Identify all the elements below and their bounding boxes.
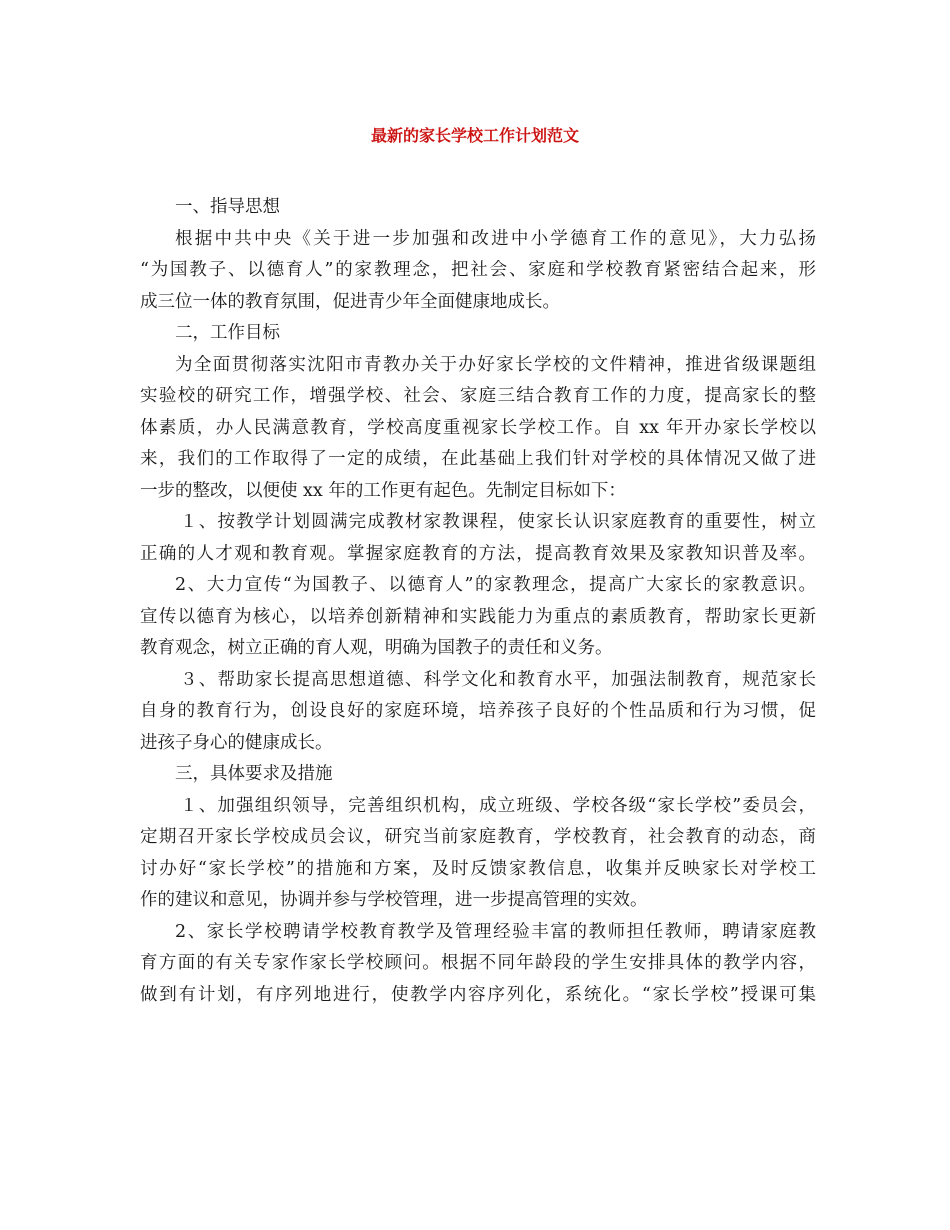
paragraph-line: 来，我们的工作取得了一定的成绩，在此基础上我们针对学校的具体情况又做了进 xyxy=(140,449,816,469)
list-item-line: 2、大力宣传“为国教子、以德育人”的家教理念，提高广大家长的家教意识。 xyxy=(175,575,816,595)
paragraph-line: 为全面贯彻落实沈阳市青教办关于办好家长学校的文件精神，推进省级课题组 xyxy=(175,354,816,375)
list-item-line: ３、帮助家长提高思想道德、科学文化和教育水平，加强法制教育，规范家长 xyxy=(180,669,816,690)
paragraph-line: “为国教子、以德育人”的家教理念，把社会、家庭和学校教育紧密结合起来，形 xyxy=(140,260,816,280)
section-heading-3: 三，具体要求及措施 xyxy=(175,764,333,784)
paragraph-line: 体素质，办人民满意教育，学校高度重视家长学校工作。自 xx 年开办家长学校以 xyxy=(140,417,816,438)
list-item-line: 正确的人才观和教育观。掌握家庭教育的方法，提高教育效果及家教知识普及率。 xyxy=(140,543,816,564)
list-item-line: 做到有计划，有序列地进行，使教学内容序列化，系统化。“家长学校”授课可集 xyxy=(140,984,816,1005)
section-heading-2: 二，工作目标 xyxy=(175,323,280,343)
document-title: 最新的家长学校工作计划范文 xyxy=(370,126,579,145)
section-heading-1: 一、指导思想 xyxy=(175,197,280,217)
paragraph-line: 实验校的研究工作，增强学校、社会、家庭三结合教育工作的力度，提高家长的整 xyxy=(140,386,816,406)
list-item-line: 作的建议和意见，协调并参与学校管理，进一步提高管理的实效。 xyxy=(140,890,648,910)
paragraph-line: 成三位一体的教育氛围，促进青少年全面健康地成长。 xyxy=(140,291,560,312)
list-item-line: 讨办好“家长学校”的措施和方案，及时反馈家教信息，收集并反映家长对学校工 xyxy=(140,858,816,879)
list-item-line: １、按教学计划圆满完成教材家教课程，使家长认识家庭教育的重要性，树立 xyxy=(180,512,816,532)
paragraph-line: 根据中共中央《关于进一步加强和改进中小学德育工作的意见》，大力弘扬 xyxy=(175,228,816,249)
list-item-line: 育方面的有关专家作家长学校顾问。根据不同年龄段的学生安排具体的教学内容， xyxy=(140,953,816,973)
list-item-line: 定期召开家长学校成员会议，研究当前家庭教育，学校教育，社会教育的动态，商 xyxy=(140,827,816,847)
list-item-line: 教育观念，树立正确的育人观，明确为国教子的责任和义务。 xyxy=(140,638,613,658)
list-item-line: 2、家长学校聘请学校教育教学及管理经验丰富的教师担任教师，聘请家庭教 xyxy=(175,921,816,942)
list-item-line: 宣传以德育为核心，以培养创新精神和实践能力为重点的素质教育，帮助家长更新 xyxy=(140,606,816,627)
list-item-line: １、加强组织领导，完善组织机构，成立班级、学校各级“家长学校”委员会， xyxy=(180,795,816,816)
paragraph-line: 一步的整改，以便使 xx 年的工作更有起色。先制定目标如下： xyxy=(140,480,626,501)
list-item-line: 自身的教育行为，创设良好的家庭环境，培养孩子良好的个性品质和行为习惯，促 xyxy=(140,701,816,721)
document-body xyxy=(140,192,816,1011)
list-item-line: 进孩子身心的健康成长。 xyxy=(140,732,333,753)
